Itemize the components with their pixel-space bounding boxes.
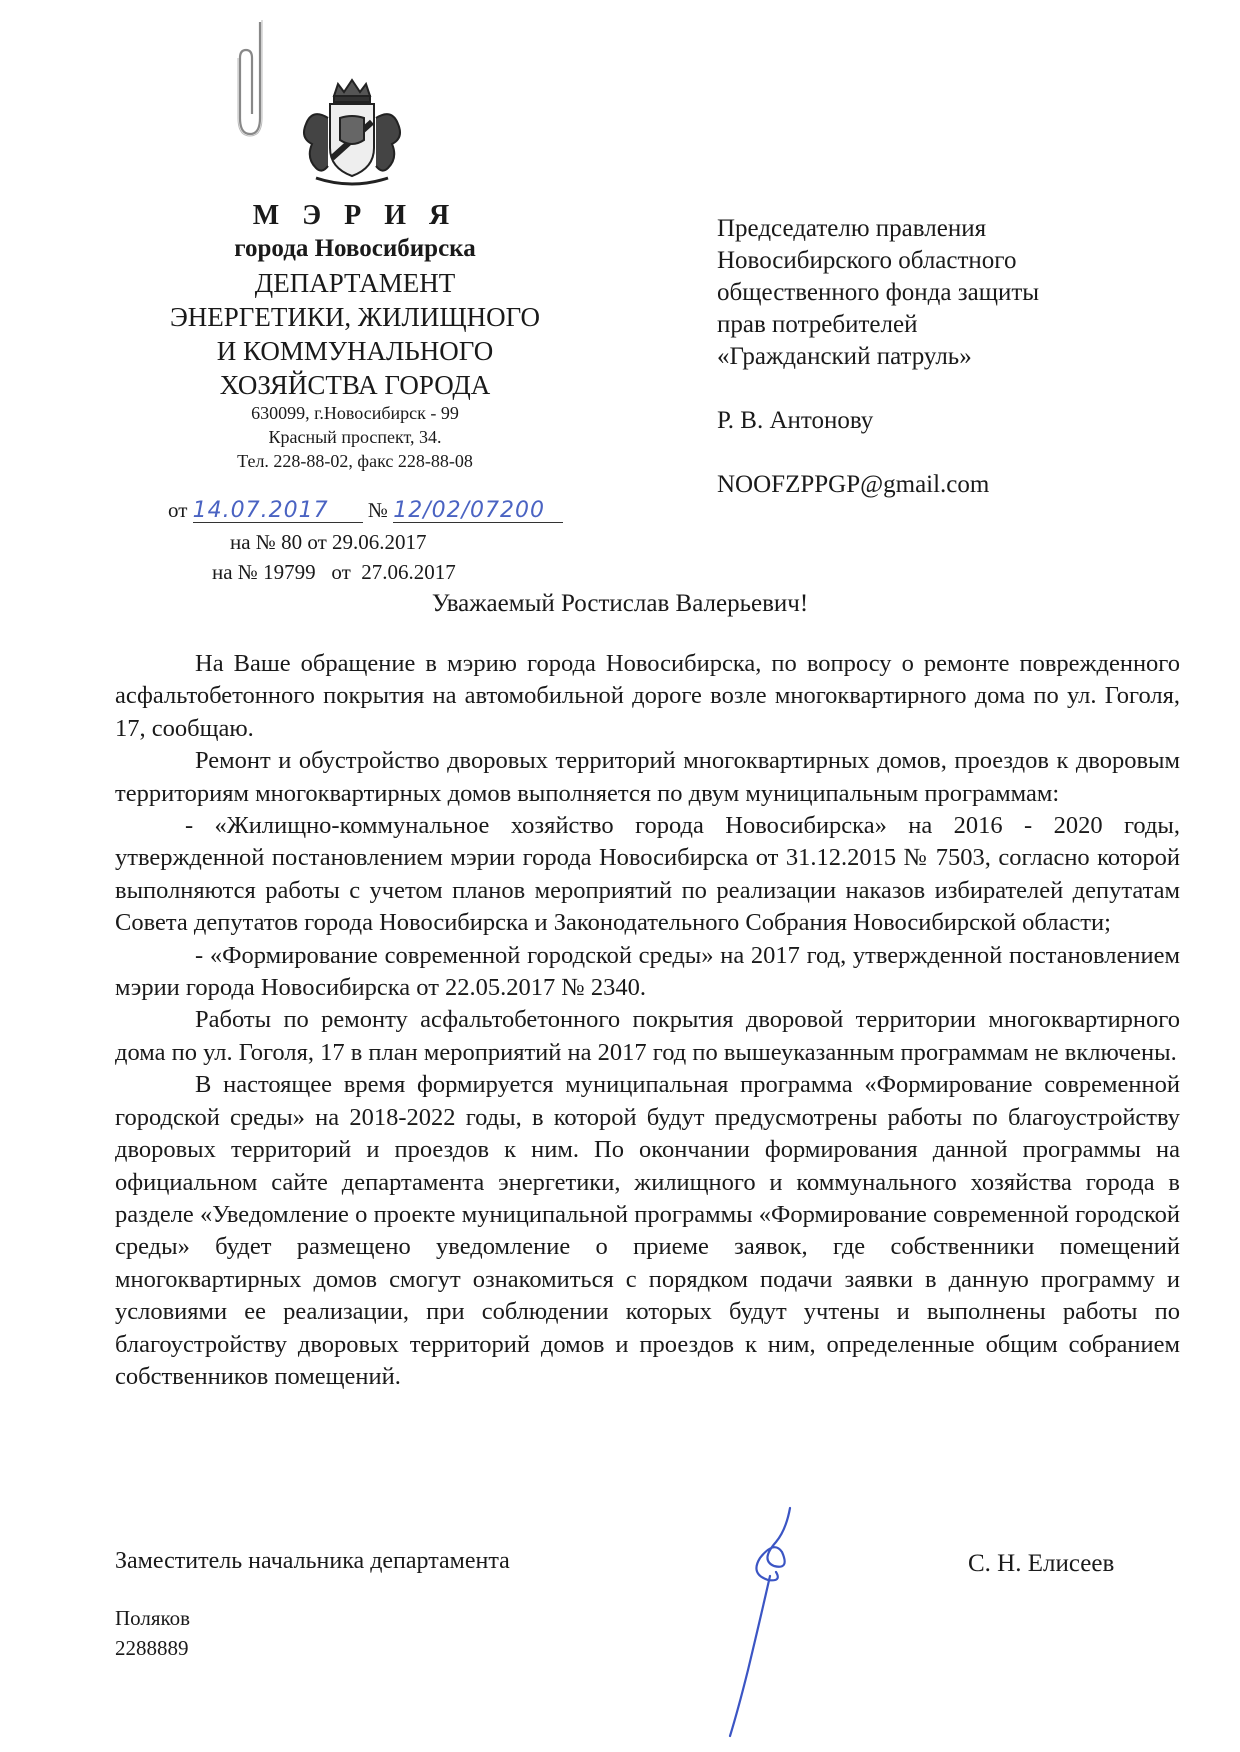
signatory-name: С. Н. Елисеев: [968, 1550, 1115, 1577]
outgoing-reference: [168, 500, 563, 523]
number-label: №: [367, 498, 388, 522]
body-paragraph-5: Работы по ремонту асфальтобетонного покрытия дворовой территории многоквартирного дома по ул. Гоголя, 17 в план мероприятий на 2017 год по вышеуказанным программам не включены.: [115, 1006, 1180, 1066]
recipient-line-4: прав потребителей: [717, 311, 918, 338]
outgoing-number-field: [393, 500, 563, 523]
signatory-title: Заместитель начальника департамента: [115, 1548, 510, 1574]
outgoing-date-handwritten: 14.07.2017: [192, 498, 329, 523]
dept-line-3: И КОММУНАЛЬНОГО: [216, 336, 494, 366]
city-coat-of-arms-icon: [292, 78, 412, 190]
outgoing-date-field: [193, 500, 363, 523]
dept-line-1: ДЕПАРТАМЕНТ: [254, 268, 456, 298]
recipient-name: Р. В. Антонову: [717, 407, 874, 434]
executor-name: Поляков: [115, 1606, 191, 1630]
sender-address-line-1: 630099, г.Новосибирск - 99: [251, 403, 459, 423]
from-label: от: [168, 498, 188, 522]
salutation: Уважаемый Ростислав Валерьевич!: [431, 590, 809, 617]
executor-phone: 2288889: [115, 1636, 189, 1660]
sender-phone: Тел. 228-88-02, факс 228-88-08: [237, 451, 473, 471]
org-city: города Новосибирска: [234, 235, 476, 262]
body-paragraph-3: - «Жилищно-коммунальное хозяйство города Новосибирска» на 2016 - 2020 годы, утвержденной постановлением мэрии города Новосибирска от 31.12.2015 № 7503, согласно которой выполняются работы с учетом планов мероприятий по реализации наказов избирателей депутатам Совета депутатов города Новосибирска и Законодательного Собрания Новосибирской области;: [115, 812, 1180, 937]
recipient-line-1: Председателю правления: [717, 215, 987, 242]
dept-line-2: ЭНЕРГЕТИКИ, ЖИЛИЩНОГО: [169, 302, 541, 332]
recipient-line-2: Новосибирского областного: [717, 247, 1017, 274]
org-name-meria: М Э Р И Я: [252, 200, 458, 231]
recipient-line-5: «Гражданский патруль»: [717, 343, 972, 370]
reply-reference-1: на № 80 от 29.06.2017: [230, 530, 427, 554]
paper-clip-icon: [232, 18, 272, 138]
handwritten-signature: [690, 1500, 850, 1740]
body-paragraph-4: - «Формирование современной городской среды» на 2017 год, утвержденной постановлением мэрии города Новосибирска от 22.05.2017 № 2340.: [115, 941, 1180, 1002]
body-paragraph-6: В настоящее время формируется муниципальная программа «Формирование современной городской среды» на 2018-2022 годы, в которой будут предусмотрены работы по благоустройству дворовых территорий и проездов к ним. По окончании формирования данной программы на официальном сайте департамента энергетики, жилищного и коммунального хозяйства города в разделе «Уведомление о проекте муниципальной программы «Формирование современной городской среды» будет размещено уведомление о приеме заявок, где собственники помещений многоквартирных домов смогут ознакомиться с порядком подачи заявки в данную программу и условиями ее реализации, при соблюдении которых будут учтены и выполнены работы по благоустройству дворовых территорий домов и проездов к ним, определенные общим собранием собственников помещений.: [115, 1071, 1180, 1390]
recipient-email: NOOFZPPGP@gmail.com: [717, 471, 990, 498]
recipient-line-3: общественного фонда защиты: [717, 279, 1040, 306]
reply-reference-2: на № 19799 от 27.06.2017: [212, 560, 456, 584]
letter-body: [115, 648, 1180, 1393]
body-paragraph-1: На Ваше обращение в мэрию города Новосибирска, по вопросу о ремонте поврежденного асфальтобетонного покрытия на автомобильной дороге возле многоквартирного дома по ул. Гоголя, 17, сообщаю.: [115, 650, 1180, 742]
outgoing-number-handwritten: 12/02/07200: [393, 498, 546, 523]
body-paragraph-2: Ремонт и обустройство дворовых территорий многоквартирных домов, проездов к дворовым территориям многоквартирных домов выполняется по двум муниципальным программам:: [115, 747, 1180, 807]
dept-line-4: ХОЗЯЙСТВА ГОРОДА: [219, 370, 491, 400]
sender-address-line-2: Красный проспект, 34.: [268, 427, 442, 447]
